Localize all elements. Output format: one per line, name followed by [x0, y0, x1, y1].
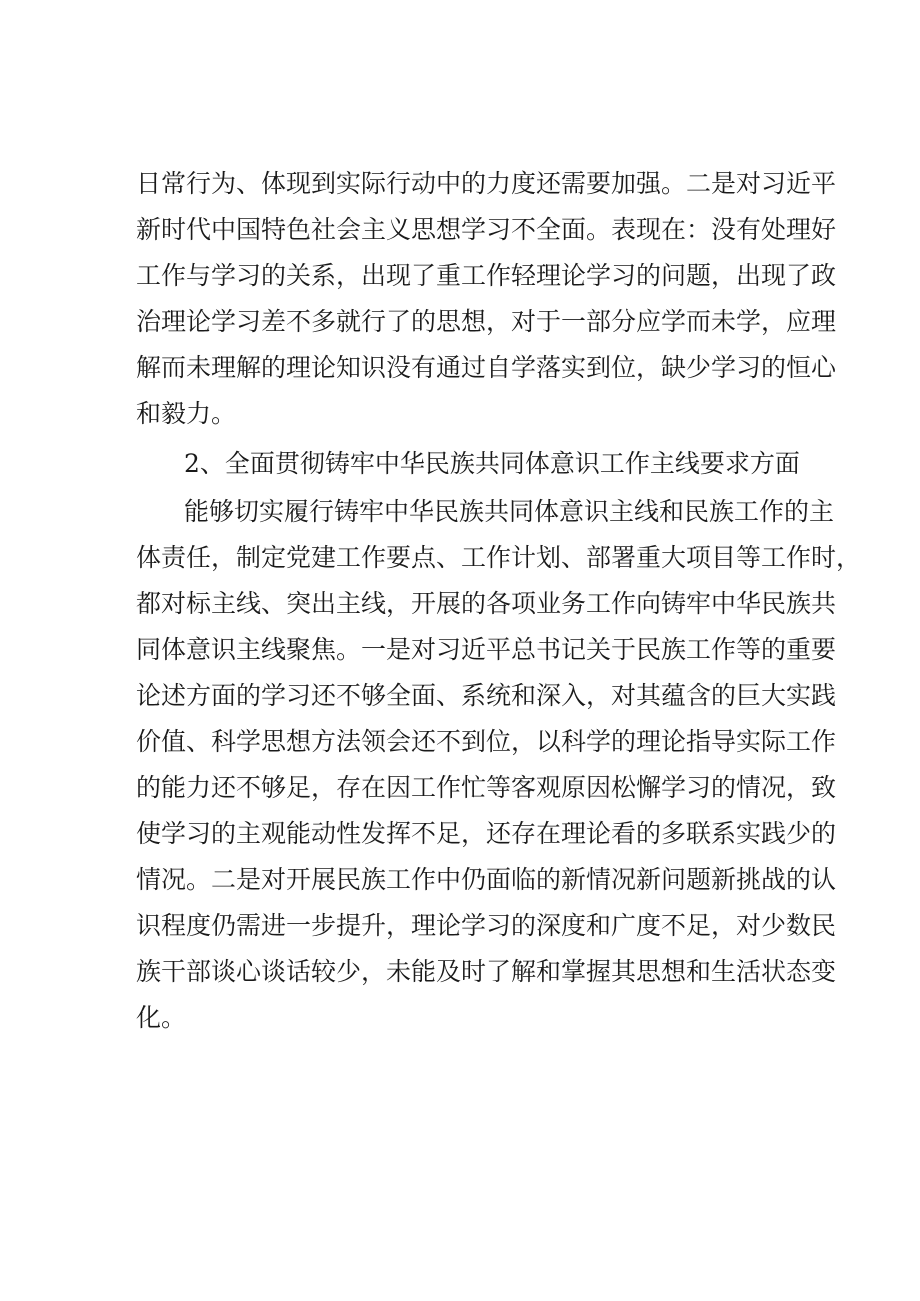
paragraph-line: 都对标主线、突出主线，开展的各项业务工作向铸牢中华民族共 — [136, 589, 837, 618]
paragraph-line: 工作与学习的关系，出现了重工作轻理论学习的问题，出现了政 — [136, 261, 837, 290]
paragraph-line: 论述方面的学习还不够全面、系统和深入，对其蕴含的巨大实践 — [136, 681, 837, 710]
paragraph-line: 情况。二是对开展民族工作中仍面临的新情况新问题新挑战的认 — [136, 865, 837, 894]
paragraph-line: 同体意识主线聚焦。一是对习近平总书记关于民族工作等的重要 — [136, 635, 837, 664]
paragraph-line: 能够切实履行铸牢中华民族共同体意识主线和民族工作的主 — [184, 497, 835, 526]
paragraph-line: 化。 — [136, 1003, 187, 1032]
paragraph-line: 的能力还不够足，存在因工作忙等客观原因松懈学习的情况，致 — [136, 773, 837, 802]
paragraph-line: 治理论学习差不多就行了的思想，对于一部分应学而未学，应理 — [136, 307, 837, 336]
paragraph-line: 和毅力。 — [136, 399, 237, 428]
paragraph-line: 新时代中国特色社会主义思想学习不全面。表现在：没有处理好 — [136, 215, 837, 244]
section-heading: 2、全面贯彻铸牢中华民族共同体意识工作主线要求方面 — [184, 449, 800, 478]
paragraph-line: 解而未理解的理论知识没有通过自学落实到位，缺少学习的恒心 — [136, 353, 837, 382]
paragraph-line: 族干部谈心谈话较少，未能及时了解和掌握其思想和生活状态变 — [136, 957, 837, 986]
paragraph-line: 日常行为、体现到实际行动中的力度还需要加强。二是对习近平 — [136, 169, 837, 198]
paragraph-line: 使学习的主观能动性发挥不足，还存在理论看的多联系实践少的 — [136, 819, 837, 848]
paragraph-line: 识程度仍需进一步提升，理论学习的深度和广度不足，对少数民 — [136, 911, 837, 940]
paragraph-line: 体责任，制定党建工作要点、工作计划、部署重大项目等工作时， — [136, 543, 862, 572]
paragraph-line: 价值、科学思想方法领会还不到位，以科学的理论指导实际工作 — [136, 727, 837, 756]
